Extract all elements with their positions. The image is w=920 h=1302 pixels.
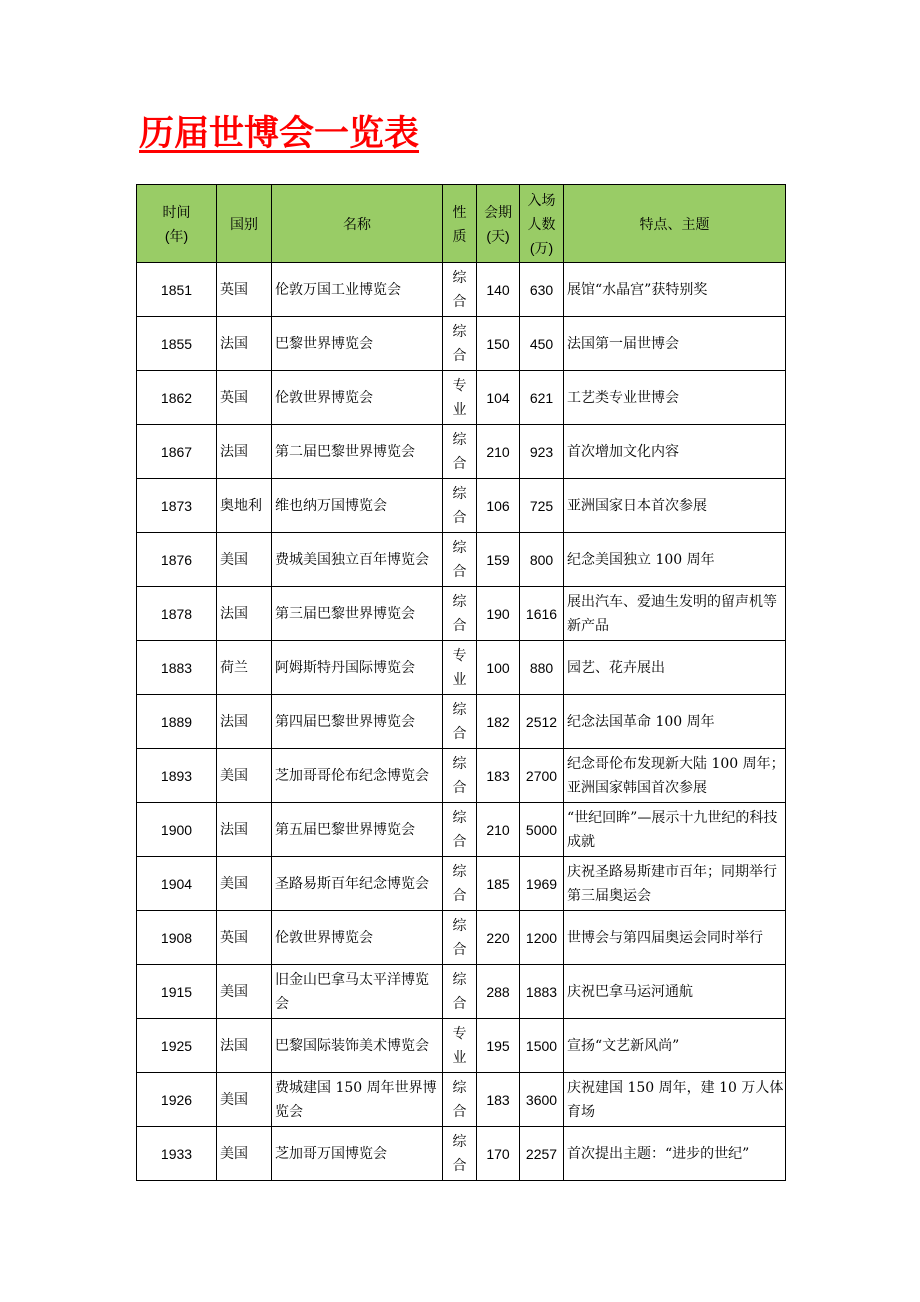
cell-type: [443, 911, 477, 965]
cell-attendance: 1969: [520, 857, 564, 911]
cell-attendance: 621: [520, 371, 564, 425]
cell-country: 美国: [217, 749, 272, 803]
cell-country: 法国: [217, 695, 272, 749]
cell-year: 1908: [137, 911, 217, 965]
cell-name: 费城美国独立百年博览会: [272, 533, 443, 587]
cell-country: 法国: [217, 587, 272, 641]
cell-type: [443, 641, 477, 695]
cell-features: 工艺类专业世博会: [564, 371, 786, 425]
cell-attendance: 880: [520, 641, 564, 695]
cell-country: 法国: [217, 425, 272, 479]
cell-attendance: 1883: [520, 965, 564, 1019]
cell-attendance: 450: [520, 317, 564, 371]
cell-days: 183: [477, 749, 520, 803]
cell-days: 170: [477, 1127, 520, 1181]
cell-year: 1889: [137, 695, 217, 749]
cell-name: 第五届巴黎世界博览会: [272, 803, 443, 857]
cell-type-text: 综合: [452, 1133, 467, 1174]
header-days: 会期(天): [477, 185, 520, 263]
table-row: [137, 425, 786, 479]
cell-year: 1915: [137, 965, 217, 1019]
cell-days: 210: [477, 803, 520, 857]
header-features: 特点、主题: [564, 185, 786, 263]
cell-days: 140: [477, 263, 520, 317]
cell-country: 英国: [217, 263, 272, 317]
cell-features: 法国第一届世博会: [564, 317, 786, 371]
cell-country: 美国: [217, 1073, 272, 1127]
cell-country: 美国: [217, 965, 272, 1019]
table-row: [137, 641, 786, 695]
cell-type-text: 综合: [452, 701, 467, 742]
cell-name: 第三届巴黎世界博览会: [272, 587, 443, 641]
cell-country: 法国: [217, 1019, 272, 1073]
cell-features: 庆祝建国 150 周年，建 10 万人体育场: [564, 1073, 786, 1127]
cell-attendance: 1200: [520, 911, 564, 965]
cell-year: 1851: [137, 263, 217, 317]
header-year: 时间(年): [137, 185, 217, 263]
table-row: [137, 749, 786, 803]
cell-features: 世博会与第四届奥运会同时举行: [564, 911, 786, 965]
cell-days: 106: [477, 479, 520, 533]
cell-days: 159: [477, 533, 520, 587]
header-attendance: 入场人数(万): [520, 185, 564, 263]
cell-name: 旧金山巴拿马太平洋博览会: [272, 965, 443, 1019]
cell-attendance: 2700: [520, 749, 564, 803]
cell-attendance: 2257: [520, 1127, 564, 1181]
cell-type-text: 综合: [452, 863, 467, 904]
cell-days: 185: [477, 857, 520, 911]
cell-name: 圣路易斯百年纪念博览会: [272, 857, 443, 911]
cell-type: [443, 371, 477, 425]
cell-days: 182: [477, 695, 520, 749]
cell-attendance: 630: [520, 263, 564, 317]
cell-country: 奥地利: [217, 479, 272, 533]
cell-type: [443, 425, 477, 479]
cell-country: 美国: [217, 1127, 272, 1181]
cell-type: [443, 695, 477, 749]
cell-name: 巴黎国际装饰美术博览会: [272, 1019, 443, 1073]
table-row: [137, 965, 786, 1019]
cell-features: 首次提出主题：“进步的世纪”: [564, 1127, 786, 1181]
cell-features: 宣扬“文艺新风尚”: [564, 1019, 786, 1073]
cell-features: 园艺、花卉展出: [564, 641, 786, 695]
cell-type-text: 综合: [452, 1079, 467, 1120]
table-row: [137, 587, 786, 641]
cell-days: 210: [477, 425, 520, 479]
page-title: 历届世博会一览表: [139, 113, 420, 154]
cell-country: 荷兰: [217, 641, 272, 695]
cell-name: 伦敦世界博览会: [272, 371, 443, 425]
cell-type: [443, 1073, 477, 1127]
cell-type-text: 综合: [452, 917, 467, 958]
cell-country: 英国: [217, 371, 272, 425]
cell-country: 英国: [217, 911, 272, 965]
cell-country: 美国: [217, 857, 272, 911]
cell-type-text: 综合: [452, 323, 467, 364]
cell-days: 288: [477, 965, 520, 1019]
cell-year: 1876: [137, 533, 217, 587]
cell-year: 1862: [137, 371, 217, 425]
cell-attendance: 1616: [520, 587, 564, 641]
cell-attendance: 3600: [520, 1073, 564, 1127]
cell-year: 1855: [137, 317, 217, 371]
cell-type: [443, 1127, 477, 1181]
cell-name: 维也纳万国博览会: [272, 479, 443, 533]
cell-year: 1926: [137, 1073, 217, 1127]
cell-features: “世纪回眸”—展示十九世纪的科技成就: [564, 803, 786, 857]
cell-features: 亚洲国家日本首次参展: [564, 479, 786, 533]
cell-attendance: 725: [520, 479, 564, 533]
cell-name: 费城建国 150 周年世界博览会: [272, 1073, 443, 1127]
cell-days: 195: [477, 1019, 520, 1073]
table-row: [137, 803, 786, 857]
cell-year: 1878: [137, 587, 217, 641]
cell-type-text: 专业: [452, 647, 467, 688]
cell-name: 第四届巴黎世界博览会: [272, 695, 443, 749]
cell-days: 150: [477, 317, 520, 371]
cell-days: 100: [477, 641, 520, 695]
table-row: [137, 371, 786, 425]
cell-attendance: 923: [520, 425, 564, 479]
header-row: [137, 185, 786, 263]
cell-name: 第二届巴黎世界博览会: [272, 425, 443, 479]
cell-type-text: 综合: [452, 431, 467, 472]
cell-type-text: 综合: [452, 809, 467, 850]
cell-year: 1867: [137, 425, 217, 479]
cell-type: [443, 587, 477, 641]
cell-year: 1904: [137, 857, 217, 911]
cell-features: 纪念法国革命 100 周年: [564, 695, 786, 749]
cell-days: 190: [477, 587, 520, 641]
cell-year: 1873: [137, 479, 217, 533]
cell-type: [443, 965, 477, 1019]
table-row: [137, 533, 786, 587]
cell-year: 1883: [137, 641, 217, 695]
table-row: [137, 911, 786, 965]
cell-attendance: 2512: [520, 695, 564, 749]
table-row: [137, 857, 786, 911]
cell-days: 183: [477, 1073, 520, 1127]
cell-attendance: 5000: [520, 803, 564, 857]
cell-type-text: 综合: [452, 485, 467, 526]
cell-name: 伦敦万国工业博览会: [272, 263, 443, 317]
table-row: [137, 695, 786, 749]
cell-features: 纪念美国独立 100 周年: [564, 533, 786, 587]
cell-attendance: 1500: [520, 1019, 564, 1073]
cell-days: 220: [477, 911, 520, 965]
cell-features: 庆祝巴拿马运河通航: [564, 965, 786, 1019]
table-row: [137, 1019, 786, 1073]
table-row: [137, 1073, 786, 1127]
cell-country: 法国: [217, 317, 272, 371]
cell-type-text: 专业: [452, 377, 467, 418]
expo-table: [136, 184, 786, 1181]
cell-country: 法国: [217, 803, 272, 857]
cell-type: [443, 803, 477, 857]
cell-name: 巴黎世界博览会: [272, 317, 443, 371]
cell-type: [443, 479, 477, 533]
cell-type: [443, 263, 477, 317]
cell-year: 1893: [137, 749, 217, 803]
cell-name: 芝加哥万国博览会: [272, 1127, 443, 1181]
table-row: [137, 1127, 786, 1181]
cell-features: 纪念哥伦布发现新大陆 100 周年；亚洲国家韩国首次参展: [564, 749, 786, 803]
cell-attendance: 800: [520, 533, 564, 587]
cell-type-text: 综合: [452, 539, 467, 580]
cell-features: 展馆“水晶宫”获特别奖: [564, 263, 786, 317]
cell-year: 1925: [137, 1019, 217, 1073]
cell-year: 1933: [137, 1127, 217, 1181]
cell-type: [443, 749, 477, 803]
table-row: [137, 479, 786, 533]
cell-type-text: 综合: [452, 755, 467, 796]
cell-country: 美国: [217, 533, 272, 587]
cell-name: 伦敦世界博览会: [272, 911, 443, 965]
cell-name: 芝加哥哥伦布纪念博览会: [272, 749, 443, 803]
cell-type: [443, 857, 477, 911]
cell-year: 1900: [137, 803, 217, 857]
cell-features: 展出汽车、爱迪生发明的留声机等新产品: [564, 587, 786, 641]
table-row: [137, 263, 786, 317]
cell-type-text: 综合: [452, 593, 467, 634]
header-name: 名称: [272, 185, 443, 263]
cell-name: 阿姆斯特丹国际博览会: [272, 641, 443, 695]
cell-days: 104: [477, 371, 520, 425]
cell-type: [443, 533, 477, 587]
cell-features: 庆祝圣路易斯建市百年；同期举行第三届奥运会: [564, 857, 786, 911]
header-country: 国别: [217, 185, 272, 263]
cell-features: 首次增加文化内容: [564, 425, 786, 479]
cell-type-text: 专业: [452, 1025, 467, 1066]
cell-type-text: 综合: [452, 971, 467, 1012]
table-row: [137, 317, 786, 371]
cell-type-text: 综合: [452, 269, 467, 310]
cell-type: [443, 317, 477, 371]
cell-type: [443, 1019, 477, 1073]
header-type: 性质: [443, 185, 477, 263]
